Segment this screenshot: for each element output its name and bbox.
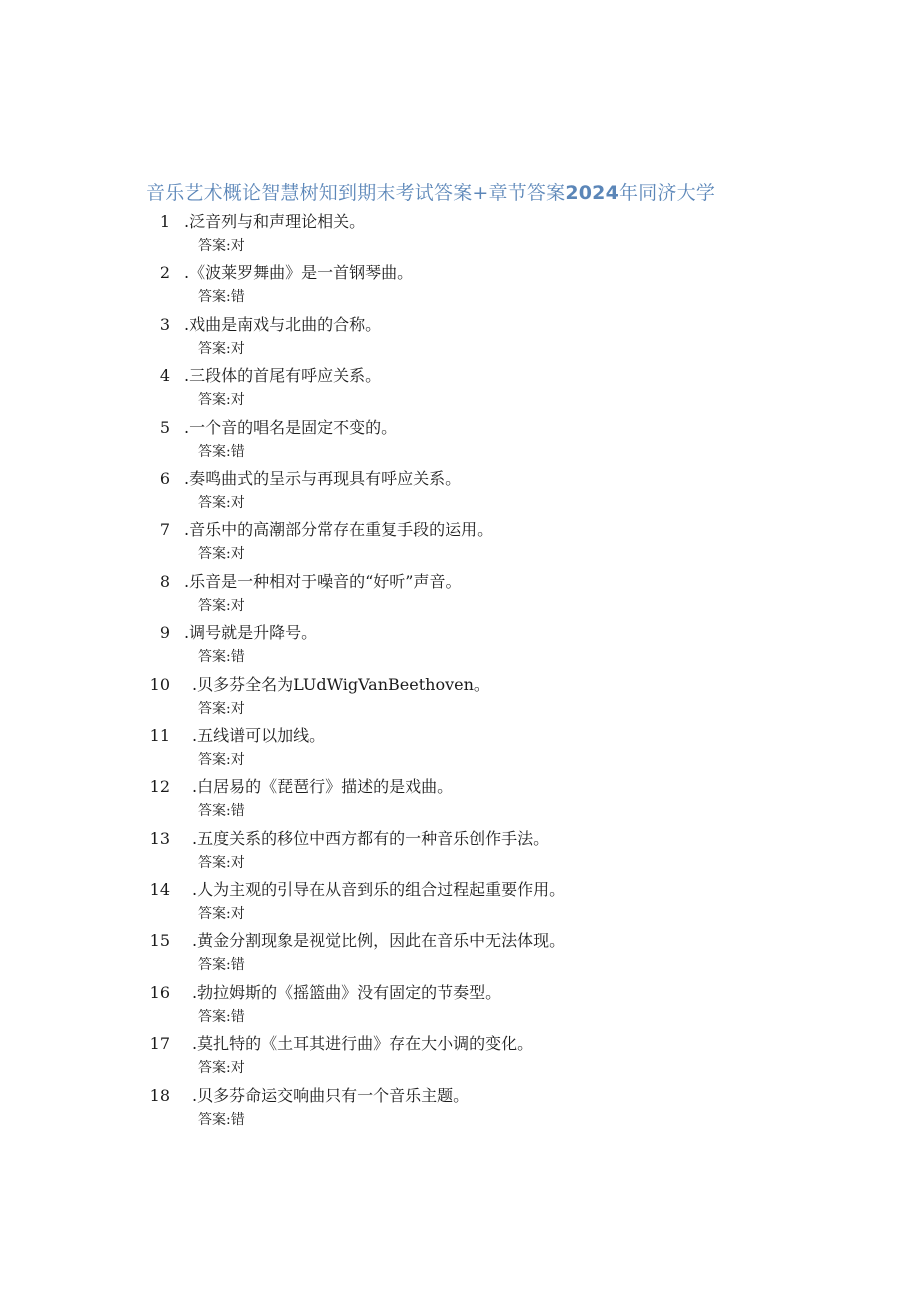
answer-value: 错	[230, 957, 245, 974]
answer-value: 对	[230, 238, 245, 254]
answer-label: 答案:	[198, 803, 231, 820]
question-number: 5	[159, 417, 170, 437]
question-item	[0, 875, 920, 926]
answer-label: 答案:	[198, 1111, 231, 1128]
question-item	[0, 1081, 920, 1132]
answer-line	[198, 647, 245, 667]
question-number: 13	[149, 828, 170, 848]
question-text: .莫扎特的《土耳其进行曲》存在大小调的变化。	[192, 1034, 534, 1054]
question-text: .五线谱可以加线。	[192, 725, 326, 745]
answer-line	[198, 339, 245, 359]
answer-label: 答案:	[198, 751, 231, 768]
question-text: .白居易的《琵琶行》描述的是戏曲。	[192, 777, 454, 797]
answer-label: 答案:	[198, 494, 231, 511]
question-text: .调号就是升降号。	[184, 623, 318, 643]
answer-label: 答案:	[198, 340, 231, 357]
question-number: 9	[159, 623, 170, 643]
answer-value: 对	[230, 392, 245, 409]
question-number: 8	[159, 571, 170, 591]
answer-value: 错	[230, 649, 245, 666]
answer-label: 答案:	[198, 238, 231, 254]
answer-line	[198, 236, 245, 256]
answer-label: 答案:	[198, 392, 231, 409]
question-number: 15	[149, 931, 170, 951]
question-number: 12	[149, 777, 170, 797]
question-item	[0, 567, 920, 618]
answer-label: 答案:	[198, 906, 231, 923]
question-text: .勃拉姆斯的《摇篮曲》没有固定的节奏型。	[192, 982, 502, 1002]
answer-line	[198, 699, 245, 719]
question-text: .《波莱罗舞曲》是一首钢琴曲。	[184, 263, 414, 283]
answer-label: 答案:	[198, 700, 231, 717]
answer-line	[198, 442, 245, 462]
question-text: .贝多芬全名为LUdWigVanBeethoven。	[192, 674, 490, 694]
answer-value: 错	[230, 1008, 245, 1025]
question-text: .一个音的唱名是固定不变的。	[184, 417, 398, 437]
question-item	[0, 464, 920, 515]
answer-line	[198, 801, 245, 821]
question-number: 3	[159, 314, 170, 334]
title-year: 2024	[565, 182, 620, 204]
answer-line	[198, 904, 245, 924]
answer-label: 答案:	[198, 1060, 231, 1077]
answer-value: 对	[230, 546, 245, 563]
question-number: 2	[159, 263, 170, 283]
answer-label: 答案:	[198, 546, 231, 563]
question-number: 1	[159, 212, 170, 231]
answer-line	[198, 853, 245, 873]
document-title	[146, 180, 715, 206]
answer-label: 答案:	[198, 854, 231, 871]
question-item	[0, 772, 920, 823]
answer-label: 答案:	[198, 443, 231, 460]
answer-value: 对	[230, 494, 245, 511]
answer-label: 答案:	[198, 289, 231, 306]
question-item	[0, 926, 920, 977]
question-number: 18	[149, 1085, 170, 1105]
question-text: .戏曲是南戏与北曲的合称。	[184, 314, 382, 334]
answer-line	[198, 1110, 245, 1130]
answer-line	[198, 1007, 245, 1027]
question-number: 4	[159, 366, 170, 386]
question-text: .乐音是一种相对于噪音的“好听”声音。	[184, 571, 462, 591]
answer-value: 对	[230, 340, 245, 357]
question-item	[0, 207, 920, 258]
question-item	[0, 310, 920, 361]
answer-label: 答案:	[198, 957, 231, 974]
answer-label: 答案:	[198, 597, 231, 614]
question-item	[0, 515, 920, 566]
title-suffix: 年同济大学	[619, 182, 716, 204]
question-number: 14	[149, 880, 170, 900]
answer-value: 对	[230, 1060, 245, 1077]
question-number: 7	[159, 520, 170, 540]
question-text: .奏鸣曲式的呈示与再现具有呼应关系。	[184, 468, 462, 488]
answer-value: 错	[230, 443, 245, 460]
answer-value: 对	[230, 854, 245, 871]
question-text: .黄金分割现象是视觉比例，因此在音乐中无法体现。	[192, 931, 566, 951]
question-text: .人为主观的引导在从音到乐的组合过程起重要作用。	[192, 880, 566, 900]
question-number: 16	[149, 982, 170, 1002]
answer-line	[198, 390, 245, 410]
answer-line	[198, 287, 245, 307]
answer-line	[198, 544, 245, 564]
question-item	[0, 721, 920, 772]
answer-line	[198, 596, 245, 616]
answer-value: 错	[230, 803, 245, 820]
question-text: .五度关系的移位中西方都有的一种音乐创作手法。	[192, 828, 550, 848]
question-number: 11	[149, 725, 170, 745]
question-text: .贝多芬命运交响曲只有一个音乐主题。	[192, 1085, 470, 1105]
answer-value: 对	[230, 597, 245, 614]
question-item	[0, 361, 920, 412]
question-item	[0, 413, 920, 464]
question-text: .三段体的首尾有呼应关系。	[184, 366, 382, 386]
answer-value: 错	[230, 1111, 245, 1128]
question-number: 10	[149, 674, 170, 694]
question-item	[0, 978, 920, 1029]
title-text: 音乐艺术概论智慧树知到期末考试答案+章节答案	[146, 182, 566, 204]
question-item	[0, 1029, 920, 1080]
answer-value: 对	[230, 700, 245, 717]
question-number: 17	[149, 1034, 170, 1054]
question-item	[0, 824, 920, 875]
answer-label: 答案:	[198, 1008, 231, 1025]
answer-value: 对	[230, 906, 245, 923]
question-item	[0, 618, 920, 669]
answer-line	[198, 955, 245, 975]
answer-line	[198, 750, 245, 770]
answer-label: 答案:	[198, 649, 231, 666]
question-item	[0, 258, 920, 309]
question-list	[0, 207, 920, 1132]
answer-line	[198, 1058, 245, 1078]
answer-line	[198, 493, 245, 513]
answer-value: 错	[230, 289, 245, 306]
answer-value: 对	[230, 751, 245, 768]
question-text: .泛音列与和声理论相关。	[184, 212, 366, 231]
question-number: 6	[159, 468, 170, 488]
question-item	[0, 670, 920, 721]
question-text: .音乐中的高潮部分常存在重复手段的运用。	[184, 520, 494, 540]
